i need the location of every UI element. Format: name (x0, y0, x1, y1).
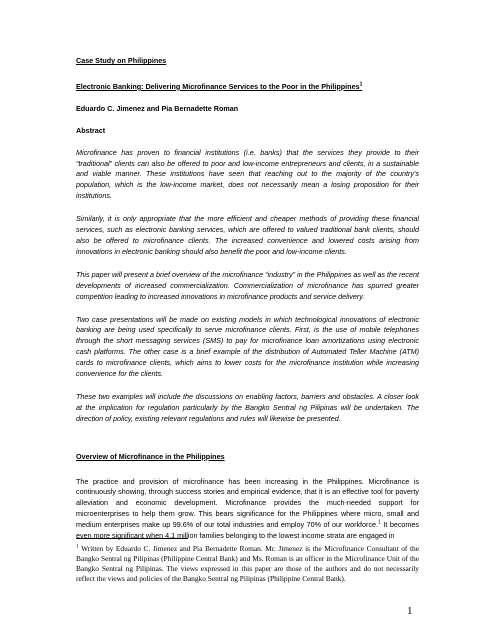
footnote-text: Written by Eduardo C. Jimenez and Pia Bernadette Roman. Mr. Jimenez is the Microfinance Consultant of the Bangko Sentral ng Pilipinas (Philippine Central Bank) and Ms. Roman is an officer in the Microfinance Unit of the Bangko Sentral ng Pilipinas. The views expressed in this paper are those of the authors and do not necessarily reflect the views and policies of the Bangko Sentral ng Pilipinas (Philippine Central Bank). (76, 544, 419, 584)
authors-line: Eduardo C. Jimenez and Pia Bernadette Roman (76, 103, 239, 113)
title-footnote-marker[interactable]: 1 (359, 81, 363, 88)
abstract-paragraph-4: Two case presentations will be made on existing models in which technological innovations of electronic banking are being used specifically to serve microfinance clients. First, is the use of mobile telephones through the short messaging services (SMS) to pay for microfinance loan amortizations using electronic cash platforms. The other case is a brief example of the distribution of Automated Teller Machine (ATM) cards to microfinance clients, which aims to lower costs for the microfinance institution while increasing convenience for the clients. (76, 314, 419, 379)
abstract-paragraph-3: This paper will present a brief overview of the microfinance “industry” in the Philippines as well as the recent developments of increased commercialization. Commercialization of microfinance has spurred greater competition leading to increased innovations in microfinance products and service delivery. (76, 269, 419, 301)
abstract-paragraph-1: Microfinance has proven to financial institutions (i.e. banks) that the services they provide to their “traditional” clients can also be offered to poor and low-income entrepreneurs and clients, in a sustainable and viable manner. These institutions have seen that reaching out to the majority of the country’s population, which is the low-income market, does not necessarily mean a losing proposition for their institutions. (76, 147, 419, 201)
overview-heading: Overview of Microfinance in the Philippines (76, 451, 225, 461)
overview-text: The practice and provision of microfinance has been increasing in the Philippines. Microfinance is continuously showing, through success stories and empirical evidence, that it is an effective tool for poverty alleviation and economic development. Microfinance provides the much-needed support for microenterprises to help them grow. This bears significance for the Philippines where micro, small and medium enterprises make up 99.6% of our total industries and employ 70% of our workforce. (76, 476, 419, 530)
overview-footnote-marker[interactable]: 1 (378, 519, 381, 526)
paper-title (76, 82, 419, 93)
footnote-divider (76, 538, 188, 539)
abstract-paragraph-2: Similarly, it is only appropriate that the more efficient and cheaper methods of providing these financial services, such as electronic banking services, which are offered to valued traditional bank clients, should also be offered to microfinance clients. The increased convenience and lowered costs arising from innovations in electronic banking should also benefit the poor and low-income clients. (76, 214, 419, 256)
page-body (76, 56, 419, 542)
page-number: 1 (407, 605, 413, 617)
abstract-paragraph-5: These two examples will include the discussions on enabling factors, barriers and obstacles. A closer look at the implication for regulation particularly by the Bangko Sentral ng Pilipinas will be undertaken. The direction of policy, existing relevant regulations and rules will likewise be presented. (76, 391, 419, 423)
paper-title-text: Electronic Banking: Delivering Microfinance Services to the Poor in the Philippines (76, 81, 360, 91)
abstract-heading: Abstract (76, 125, 106, 135)
overview-paragraph (76, 477, 419, 542)
footnote-marker: 1 (76, 543, 79, 550)
overview-text-continued: It becomes even more significant when 4.1 million families belonging to the lowest income strata are engaged in (76, 520, 419, 541)
footnote (76, 544, 419, 584)
case-heading: Case Study on Philippines (76, 56, 167, 65)
